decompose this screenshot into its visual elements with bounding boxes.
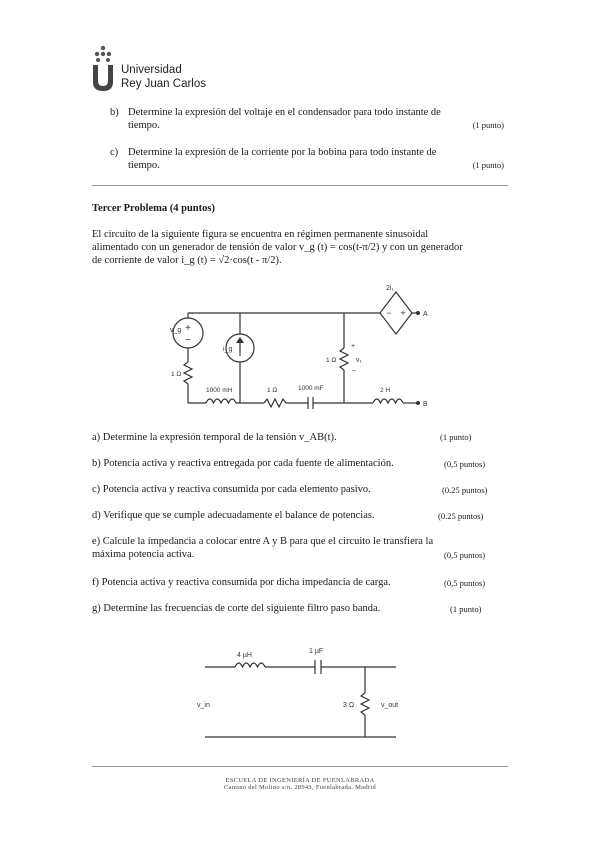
inductor-4uh bbox=[235, 663, 265, 667]
question-c-text: Potencia activa y reactiva consumida por cada elemento pasivo. bbox=[102, 484, 371, 495]
r-bottom-label: 1 Ω bbox=[267, 387, 278, 394]
prev-item-b bbox=[110, 106, 504, 132]
question-a bbox=[92, 431, 504, 444]
question-d-points: (0.25 puntos) bbox=[438, 511, 484, 521]
question-d-text: Verifique que se cumple adecuadamente el balance de potencias. bbox=[103, 510, 375, 521]
ig-label: i_g bbox=[223, 346, 233, 353]
footer-divider bbox=[92, 766, 508, 767]
prev-item-c-line1: Determine la expresión de la corriente por la bobina para todo instante de bbox=[128, 147, 437, 158]
question-g-text: Determine las frecuencias de corte del siguiente filtro paso banda. bbox=[103, 603, 381, 614]
question-e bbox=[92, 535, 504, 561]
prev-item-b-points: (1 punto) bbox=[472, 120, 504, 130]
circuit-diagram-1 bbox=[168, 280, 428, 415]
problem-intro-line2: alimentado con un generador de tensión de valor v_g (t) = cos(t-π/2) y con un generador bbox=[92, 242, 463, 253]
question-b-points: (0,5 puntos) bbox=[444, 459, 486, 469]
question-d bbox=[92, 509, 504, 522]
prev-item-b-line2: tiempo. bbox=[128, 120, 160, 131]
section-divider bbox=[92, 185, 508, 186]
footer-line1: ESCUELA DE INGENIERÍA DE FUENLABRADA bbox=[225, 777, 375, 784]
l2-label: 2 H bbox=[380, 387, 391, 394]
filter-resistor-label: 3 Ω bbox=[343, 702, 355, 709]
question-f bbox=[92, 576, 504, 589]
prev-item-c-line2: tiempo. bbox=[128, 160, 160, 171]
svg-text:−: − bbox=[185, 335, 191, 346]
node-a-label: A bbox=[423, 311, 428, 318]
v1-minus: − bbox=[352, 368, 357, 375]
filter-capacitor-label: 1 µF bbox=[309, 648, 324, 655]
university-logo bbox=[90, 44, 230, 94]
logo-u-icon bbox=[90, 44, 116, 92]
logo-line1: Universidad bbox=[121, 64, 182, 76]
circuit-diagram-2 bbox=[193, 645, 408, 745]
vg-label: v_g bbox=[170, 327, 182, 334]
footer bbox=[92, 777, 508, 791]
prev-item-c-letter: c) bbox=[110, 147, 119, 158]
prev-item-c-points: (1 punto) bbox=[472, 160, 504, 170]
inductor-2h bbox=[373, 399, 403, 403]
footer-line2: Camino del Molino s/n. 28943, Fuenlabrada. Madrid bbox=[223, 784, 377, 791]
node-b-label: B bbox=[423, 401, 428, 408]
v1-label: v₁ bbox=[356, 357, 362, 364]
filter-inductor-label: 4 µH bbox=[237, 652, 252, 659]
question-a-letter: a) bbox=[92, 432, 101, 443]
inductor-1000mh bbox=[206, 399, 236, 403]
question-e-points: (0,5 puntos) bbox=[444, 550, 486, 560]
r-left-label: 1 Ω bbox=[171, 371, 182, 378]
question-f-letter: f) bbox=[92, 577, 99, 588]
question-b-text: Potencia activa y reactiva entregada por cada fuente de alimentación. bbox=[103, 458, 394, 469]
svg-text:+: + bbox=[400, 308, 406, 318]
prev-item-c bbox=[110, 146, 504, 172]
question-b-letter: b) bbox=[92, 458, 101, 469]
cap-label: 1000 mF bbox=[298, 385, 324, 392]
terminal-a bbox=[416, 311, 420, 315]
v1-plus: + bbox=[351, 343, 356, 350]
svg-text:−: − bbox=[386, 308, 392, 318]
question-c-letter: c) bbox=[92, 484, 101, 495]
question-f-points: (0,5 puntos) bbox=[444, 578, 486, 588]
terminal-b bbox=[416, 401, 420, 405]
question-b bbox=[92, 457, 504, 470]
question-a-text: Determine la expresión temporal de la tensión v_AB(t). bbox=[102, 432, 337, 443]
svg-text:+: + bbox=[185, 323, 191, 334]
question-e-line1: Calcule la impedancia a colocar entre A y B para que el circuito le transfiera la bbox=[102, 536, 434, 547]
problem-intro-line1: El circuito de la siguiente figura se encuentra en régimen permanente sinusoidal bbox=[92, 229, 429, 240]
question-g bbox=[92, 602, 504, 615]
logo-line2: Rey Juan Carlos bbox=[121, 78, 207, 90]
prev-item-b-line1: Determine la expresión del voltaje en el condensador para todo instante de bbox=[128, 107, 441, 118]
question-c-points: (0.25 puntos) bbox=[442, 485, 488, 495]
question-e-letter: e) bbox=[92, 536, 101, 547]
question-f-text: Potencia activa y reactiva consumida por dicha impedancia de carga. bbox=[101, 577, 391, 588]
filter-vin-label: v_in bbox=[197, 702, 210, 709]
question-c bbox=[92, 483, 504, 496]
problem-intro bbox=[92, 228, 508, 267]
l1-label: 1000 mH bbox=[206, 387, 233, 394]
question-d-letter: d) bbox=[92, 510, 101, 521]
r-mid-label: 1 Ω bbox=[326, 357, 337, 364]
problem-intro-line3: de corriente de valor i_g (t) = √2·cos(t - π/2). bbox=[92, 255, 282, 266]
problem-title: Tercer Problema (4 puntos) bbox=[92, 203, 215, 214]
question-e-line2: máxima potencia activa. bbox=[92, 549, 195, 560]
question-g-letter: g) bbox=[92, 603, 101, 614]
question-a-points: (1 punto) bbox=[440, 432, 472, 442]
prev-item-b-letter: b) bbox=[110, 107, 119, 118]
question-g-points: (1 punto) bbox=[450, 604, 482, 614]
dep-source-label: 2i₁ bbox=[386, 285, 394, 292]
filter-vout-label: v_out bbox=[381, 702, 399, 709]
